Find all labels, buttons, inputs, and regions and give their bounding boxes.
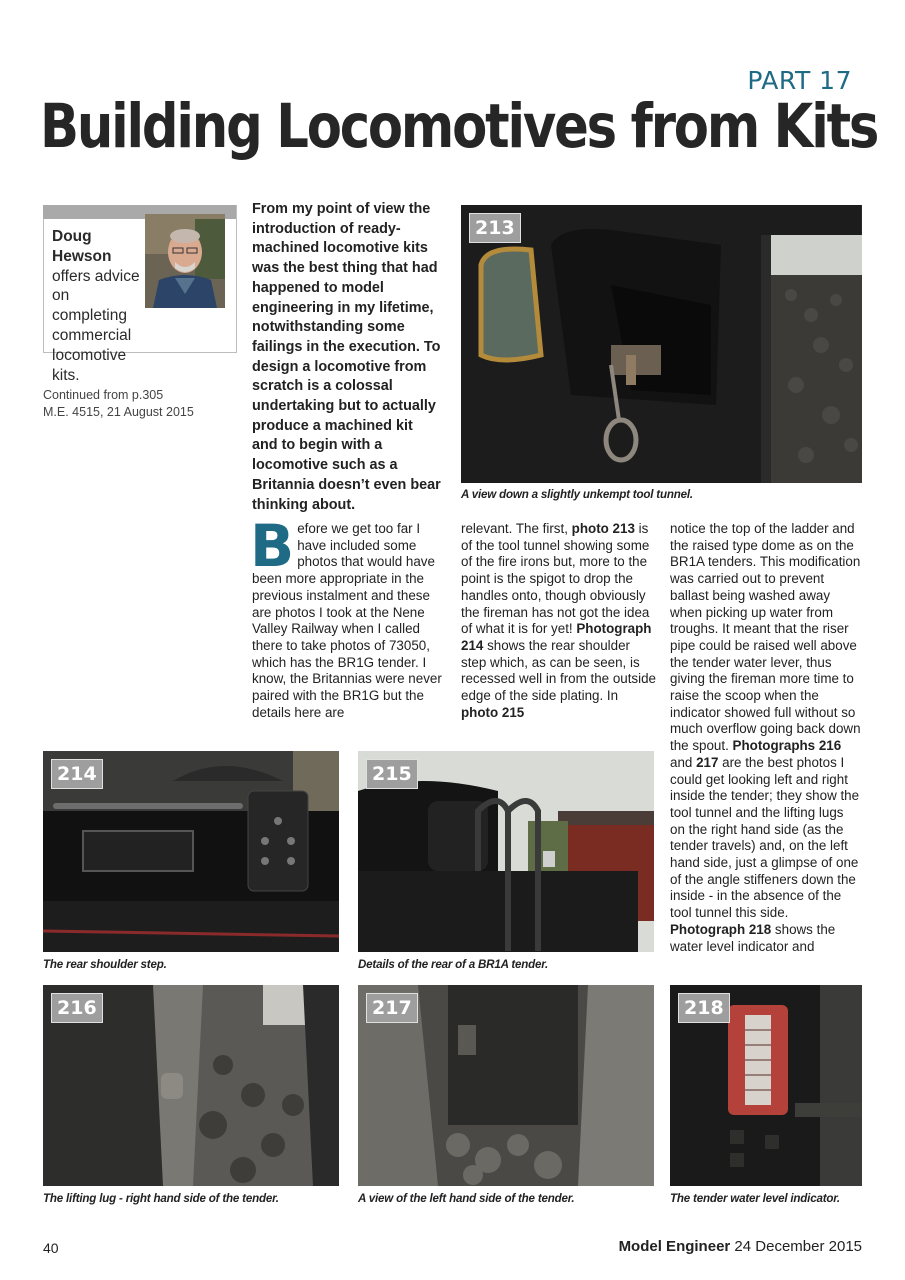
photo-number-badge: 213: [469, 213, 521, 243]
text-run: notice the top of the ladder and the raised type dome as on the BR1A tenders. This modification was carried out to prevent ballast being washed away when picking up water from troughs. It meant that the riser pipe could be raised well above the tender water lever, thus giving the fireman more time to raise the scoop when the indicator showed full without so much overflow going back down the spout.: [670, 521, 861, 754]
photo-number-badge: 217: [366, 993, 418, 1023]
photo-reference: Photograph 218: [670, 921, 772, 937]
photo-218-caption: The tender water level indicator.: [670, 1192, 840, 1205]
photo-reference: Photographs 216: [732, 738, 842, 754]
photo-number-badge: 214: [51, 759, 103, 789]
photo-213: [461, 205, 862, 483]
photo-216-caption: The lifting lug - right hand side of the tender.: [43, 1192, 279, 1205]
author-first-name: Doug: [52, 228, 92, 245]
photo-reference: photo 215: [461, 704, 525, 720]
photo-216: [43, 985, 339, 1186]
issue-date: 24 December 2015: [730, 1238, 862, 1255]
photo-214: [43, 751, 339, 952]
author-last-name: Hewson: [52, 247, 112, 265]
text-run: relevant. The first,: [461, 521, 572, 536]
body-column-2: [461, 521, 656, 721]
text-run: are the best photos I could get looking left and right inside the tender; they show the tool tunnel and the lifting lugs on the right hand side (as the tender travels) and, on the left hand side, just a glimpse of one of the angle stiffeners down the inside - in the absence of the tool tunnel this side.: [670, 754, 860, 921]
article-title: Building Locomotives from Kits: [40, 91, 878, 162]
photo-number-badge: 216: [51, 993, 103, 1023]
photo-reference: 217: [696, 754, 719, 770]
photo-215-caption: Details of the rear of a BR1A tender.: [358, 958, 548, 971]
photo-214-caption: The rear shoulder step.: [43, 958, 167, 971]
part-label: PART 17: [747, 66, 852, 95]
body-column-1: [250, 512, 442, 721]
photo-215: [358, 751, 654, 952]
magazine-issue: [560, 1238, 862, 1255]
photo-reference: photo 213: [571, 521, 635, 536]
page-number: 40: [43, 1240, 59, 1256]
photo-number-badge: 215: [366, 759, 418, 789]
text-run: shows the water level indicator and: [670, 921, 836, 954]
text-run: shows the rear shoulder step which, as can be seen, is recessed well in from the outside edge of the side plating. In: [461, 637, 657, 704]
magazine-name: Model Engineer: [618, 1238, 731, 1255]
photo-217: [358, 985, 654, 1186]
text-run: and: [670, 754, 697, 770]
continued-line-1: Continued from p.305: [43, 388, 164, 402]
photo-number-badge: 218: [678, 993, 730, 1023]
author-portrait: [145, 214, 225, 308]
standfirst: From my point of view the introduction of ready-machined locomotive kits was the best thing that had happened to model engineering in my lifetime, notwithstanding some failings in the execution. To design a locomotive from scratch is a colossal undertaking but to actually produce a machined kit and to begin with a locomotive such as a Britannia doesn’t even bear thinking about.: [252, 201, 441, 513]
body-column-3: [670, 521, 862, 955]
author-byline: [52, 227, 148, 385]
continued-note: [43, 387, 233, 421]
body-column-1-text: efore we get too far I have included some photos that would have been more appropriate in the previous instalment and these are photos I took at the Nene Valley Railway when I called there to take photos of 73050, which has the BR1G tender. I know, the Britannias were never paired with the BR1G but the details here are: [252, 521, 442, 720]
drop-cap: B: [250, 512, 295, 580]
author-blurb: offers advice on completing commercial locomotive kits.: [52, 267, 140, 384]
photo-218: [670, 985, 862, 1186]
photo-reference: Photograph 214: [461, 621, 652, 653]
photo-213-caption: A view down a slightly unkempt tool tunnel.: [461, 488, 693, 501]
continued-line-2: M.E. 4515, 21 August 2015: [43, 405, 194, 419]
photo-217-caption: A view of the left hand side of the tender.: [358, 1192, 575, 1205]
text-run: is of the tool tunnel showing some of the fire irons but, more to the point is the spigot to drop the handles onto, though obviously the fireman has not got the idea of what it is for yet!: [461, 521, 650, 637]
